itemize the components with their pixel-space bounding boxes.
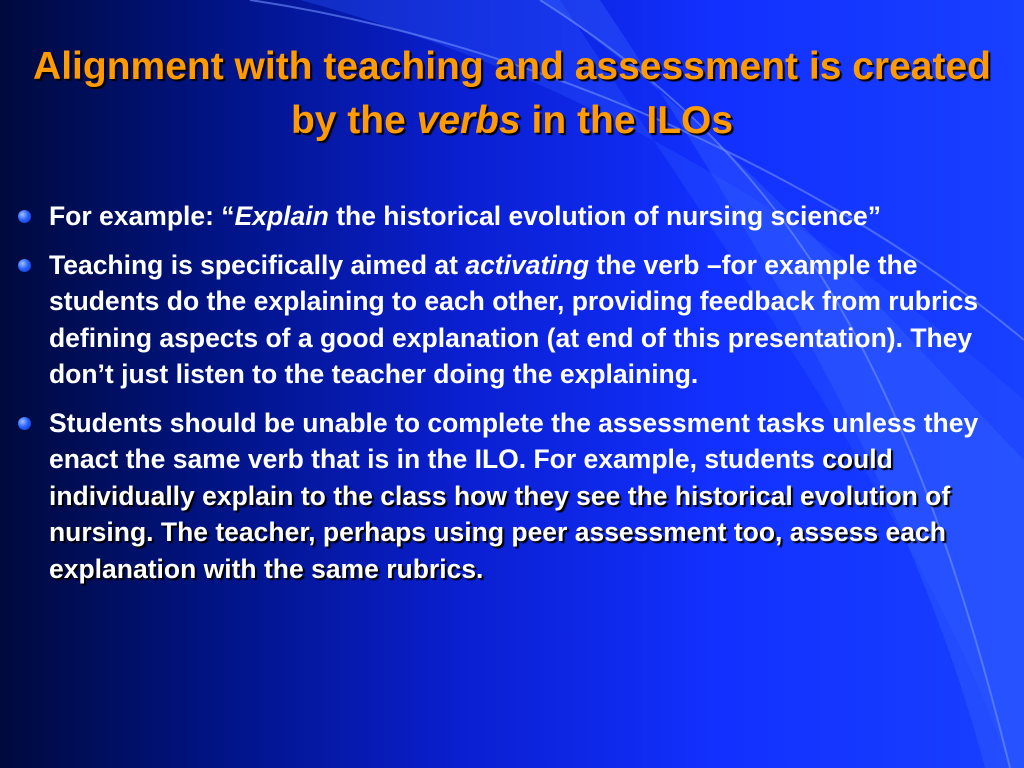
bullet-item-1 <box>14 198 1014 235</box>
title-emphasis: verbs <box>416 99 521 142</box>
bullet-1-italic: Explain <box>234 201 329 231</box>
bullet-3-prefix: Students should be unable to complete the assessment tasks unless they enact the same verb that is in the ILO. For example, students <box>49 407 979 474</box>
bullet-item-3 <box>14 405 1014 588</box>
title-text-part2: in the ILOs <box>520 99 734 142</box>
bullet-2-prefix: Teaching is specifically aimed at <box>49 249 466 280</box>
bullet-2-suffix: the verb –for example the students do the explaining to each other, providing feedback from rubrics defining aspects of a good explanation (at end of this presentation). They don’t just listen to the teacher doing the explaining. <box>49 249 979 389</box>
bullet-list <box>14 198 1014 599</box>
bullet-3-shadowed: could individually explain to the class how they see the historical evolution of nursing. The teacher, perhaps using peer assessment too, assess each explanation with the same rubrics. <box>49 444 951 584</box>
bullet-item-2 <box>14 247 1014 393</box>
bullet-dot-icon <box>18 417 31 430</box>
title-text-part1: Alignment with teaching and assessment is created by the <box>33 45 991 142</box>
bullet-dot-icon <box>18 210 31 223</box>
bullet-dot-icon <box>18 259 31 272</box>
bullet-2-italic: activating <box>465 249 590 280</box>
bullet-1-prefix: For example: “ <box>49 201 235 231</box>
slide-title <box>30 40 994 148</box>
bullet-1-suffix: the historical evolution of nursing science” <box>328 201 882 231</box>
